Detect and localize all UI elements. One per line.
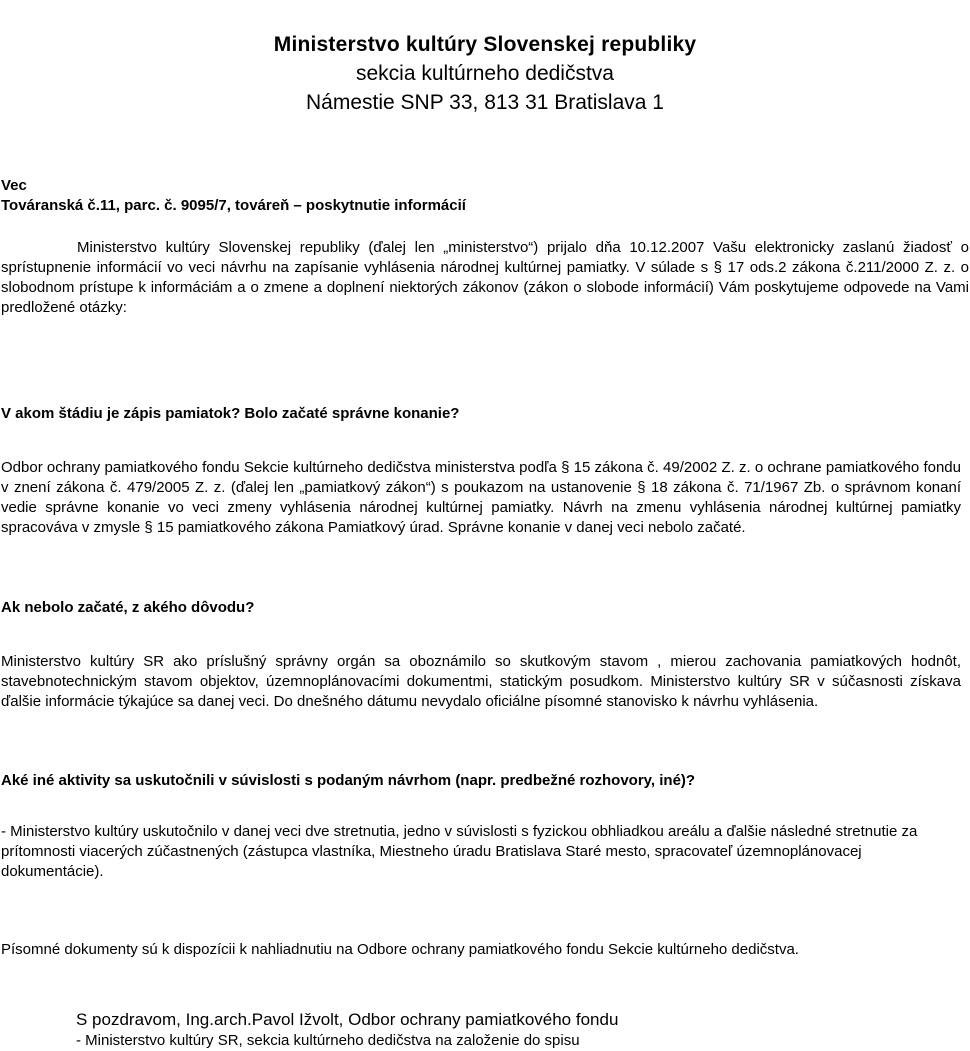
distribution-line: - Ministerstvo kultúry SR, sekcia kultúrneho dedičstva na založenie do spisu xyxy=(76,1032,580,1049)
answer-2: Ministerstvo kultúry SR ako príslušný správny orgán sa oboznámilo so skutkovým stavom , mierou zachovania pamiatkových hodnôt, stavebnotechnickým stavom objektov, územnoplánovacími dokumentmi, statickým posudkom. Ministerstvo kultúry SR v súčasnosti získava ďalšie informácie týkajúce sa danej veci. Do dnešného dátumu nevydalo oficiálne písomné stanovisko k návrhu vyhlásenia. xyxy=(1,653,961,710)
signature-line: S pozdravom, Ing.arch.Pavol Ižvolt, Odbor ochrany pamiatkového fondu xyxy=(76,1010,619,1029)
closing-paragraph: Písomné dokumenty sú k dispozícii k nahliadnutiu na Odbore ochrany pamiatkového fondu Sekcie kultúrneho dedičstva. xyxy=(1,941,799,958)
question-3: Aké iné aktivity sa uskutočnili v súvislosti s podaným návrhom (napr. predbežné rozhovory, iné)? xyxy=(1,772,696,789)
section-name: sekcia kultúrneho dedičstva xyxy=(356,62,614,85)
answer-1: Odbor ochrany pamiatkového fondu Sekcie kultúrneho dedičstva ministerstva podľa § 15 zákona č. 49/2002 Z. z. o ochrane pamiatkového fondu v znení zákona č. 479/2005 Z. z. (ďalej len „pamiatkový zákon“) s poukazom na ustanovenie § 18 zákona č. 71/1967 Zb. o správnom konaní vedie správne konanie vo veci zmeny vyhlásenia národnej kultúrnej pamiatky. Návrh na zmenu vyhlásenia národnej kultúrnej pamiatky spracováva v zmysle § 15 pamiatkového zákona Pamiatkový úrad. Správne konanie v danej veci nebolo začaté. xyxy=(1,459,961,536)
subject-text: Továranská č.11, parc. č. 9095/7, továreň – poskytnutie informácií xyxy=(1,197,466,214)
letterhead xyxy=(0,30,970,117)
ministry-name: Ministerstvo kultúry Slovenskej republiky xyxy=(273,33,697,56)
intro-paragraph: Ministerstvo kultúry Slovenskej republiky (ďalej len „ministerstvo“) prijalo dňa 10.12.2007 Vašu elektronicky zaslanú žiadosť o sprístupnenie informácií vo veci návrhu na zapísanie vyhlásenia národnej kultúrnej pamiatky. V súlade s § 17 ods.2 zákona č.211/2000 Z. z. o slobodnom prístupe k informáciám a o zmene a doplnení niektorých zákonov (zákon o slobode informácií) Vám poskytujeme odpovede na Vami predložené otázky: xyxy=(1,239,969,316)
ministry-address: Námestie SNP 33, 813 31 Bratislava 1 xyxy=(306,91,664,114)
subject-block xyxy=(1,176,466,216)
answer-3: - Ministerstvo kultúry uskutočnilo v danej veci dve stretnutia, jedno v súvislosti s fyzickou obhliadkou areálu a ďalšie následné stretnutie za prítomnosti viacerých zúčastnených (zástupca vlastníka, Miestneho úradu Bratislava Staré mesto, spracovateľ územnoplánovacej dokumentácie). xyxy=(1,823,918,880)
question-1: V akom štádiu je zápis pamiatok? Bolo začaté správne konanie? xyxy=(1,405,460,422)
question-2: Ak nebolo začaté, z akého dôvodu? xyxy=(1,599,255,616)
subject-label: Vec xyxy=(1,177,27,194)
